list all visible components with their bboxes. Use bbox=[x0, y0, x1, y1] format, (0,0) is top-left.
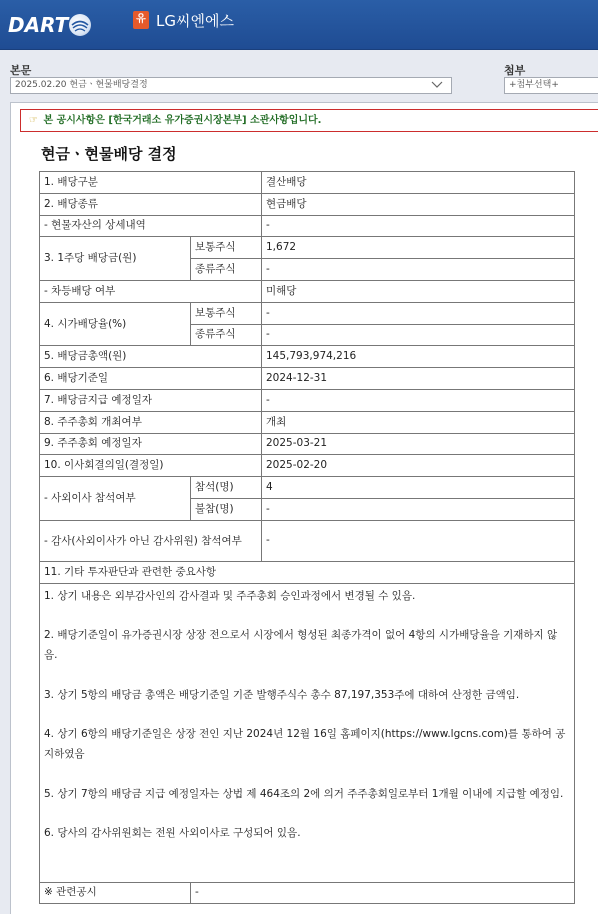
table-row bbox=[40, 389, 575, 411]
row-value: - bbox=[262, 520, 575, 561]
row-label: 3. 1주당 배당금(원) bbox=[40, 237, 191, 281]
main-document-select[interactable] bbox=[10, 77, 452, 94]
table-row bbox=[40, 520, 575, 561]
table-row bbox=[40, 237, 575, 259]
corp-name: LG씨엔에스 bbox=[156, 12, 234, 30]
table-row bbox=[40, 561, 575, 583]
row-sublabel: 보통주식 bbox=[191, 237, 262, 259]
row-value: - bbox=[262, 498, 575, 520]
main-select-value: 2025.02.20 현금ㆍ현물배당결정 bbox=[15, 80, 148, 90]
row-value: - bbox=[262, 324, 575, 346]
note-item: 3. 상기 5항의 배당금 총액은 배당기준일 기준 발행주식수 총수 87,197,353주에 대하여 산정한 금액임. bbox=[44, 688, 520, 701]
table-row bbox=[40, 433, 575, 455]
row-label: 5. 배당금총액(원) bbox=[40, 346, 262, 368]
jurisdiction-notice bbox=[20, 109, 598, 132]
table-row bbox=[40, 368, 575, 390]
logo-text: DART bbox=[8, 13, 69, 37]
row-value: 2024-12-31 bbox=[262, 368, 575, 390]
note-item: 1. 상기 내용은 외부감사인의 감사결과 및 주주총회 승인과정에서 변경될 수 있음. bbox=[44, 589, 416, 602]
document-title: 현금ㆍ현물배당 결정 bbox=[41, 145, 177, 163]
attach-select-value: +첨부선택+ bbox=[509, 80, 559, 90]
row-value: - bbox=[262, 389, 575, 411]
table-row bbox=[40, 455, 575, 477]
row-sublabel: 종류주식 bbox=[191, 259, 262, 281]
row-label: - 사외이사 참석여부 bbox=[40, 477, 191, 521]
pointing-hand-icon: ☞ bbox=[29, 115, 38, 126]
row-value: - bbox=[262, 259, 575, 281]
row-label: 2. 배당종류 bbox=[40, 193, 262, 215]
chevron-down-icon bbox=[431, 80, 443, 90]
table-row bbox=[40, 583, 575, 882]
row-sublabel: 참석(명) bbox=[191, 477, 262, 499]
row-label: 1. 배당구분 bbox=[40, 172, 262, 194]
row-label: 11. 기타 투자판단과 관련한 중요사항 bbox=[40, 561, 575, 583]
important-notes bbox=[40, 583, 575, 882]
row-value: 미해당 bbox=[262, 280, 575, 302]
note-item: 4. 상기 6항의 배당기준일은 상장 전인 지난 2024년 12월 16일 홈페이지(https://www.lgcns.com)를 통하여 공지하였음 bbox=[44, 728, 566, 760]
table-row bbox=[40, 302, 575, 324]
row-value: 현금배당 bbox=[262, 193, 575, 215]
row-label: 9. 주주총회 예정일자 bbox=[40, 433, 262, 455]
row-label: - 감사(사외이사가 아닌 감사위원) 참석여부 bbox=[40, 520, 262, 561]
row-value: 개최 bbox=[262, 411, 575, 433]
table-row bbox=[40, 346, 575, 368]
row-label: - 현물자산의 상세내역 bbox=[40, 215, 262, 237]
document-viewer bbox=[10, 102, 598, 914]
table-row bbox=[40, 215, 575, 237]
table-row bbox=[40, 882, 575, 904]
table-row bbox=[40, 280, 575, 302]
row-label: ※ 관련공시 bbox=[40, 882, 191, 904]
attach-label: 첨부 bbox=[504, 64, 526, 77]
table-row bbox=[40, 193, 575, 215]
row-value: - bbox=[262, 215, 575, 237]
row-label: - 차등배당 여부 bbox=[40, 280, 262, 302]
row-sublabel: 보통주식 bbox=[191, 302, 262, 324]
note-item: 6. 당사의 감사위원회는 전원 사외이사로 구성되어 있음. bbox=[44, 827, 301, 840]
note-item: 5. 상기 7항의 배당금 지급 예정일자는 상법 제 464조의 2에 의거 주주총회일로부터 1개월 이내에 지급할 예정임. bbox=[44, 787, 564, 800]
notice-text: 본 공시사항은 [한국거래소 유가증권시장본부] 소관사항입니다. bbox=[43, 115, 322, 126]
row-label: 8. 주주총회 개최여부 bbox=[40, 411, 262, 433]
dividend-table bbox=[39, 171, 575, 904]
row-value: 4 bbox=[262, 477, 575, 499]
note-item: 2. 배당기준일이 유가증권시장 상장 전으로서 시장에서 형성된 최종가격이 없어 4항의 시가배당율을 기재하지 않음. bbox=[44, 629, 558, 661]
row-sublabel: 불참(명) bbox=[191, 498, 262, 520]
row-value: 1,672 bbox=[262, 237, 575, 259]
row-value: 2025-02-20 bbox=[262, 455, 575, 477]
table-row bbox=[40, 477, 575, 499]
row-label: 4. 시가배당율(%) bbox=[40, 302, 191, 346]
top-header bbox=[0, 0, 598, 50]
globe-icon bbox=[69, 14, 91, 36]
main-label: 본문 bbox=[10, 64, 32, 77]
table-row bbox=[40, 411, 575, 433]
attach-select[interactable] bbox=[504, 77, 598, 94]
row-value: - bbox=[262, 302, 575, 324]
row-sublabel: 종류주식 bbox=[191, 324, 262, 346]
dart-logo[interactable] bbox=[8, 11, 91, 39]
row-label: 6. 배당기준일 bbox=[40, 368, 262, 390]
table-row bbox=[40, 172, 575, 194]
row-value: - bbox=[191, 882, 575, 904]
row-label: 10. 이사회결의일(결정일) bbox=[40, 455, 262, 477]
row-value: 결산배당 bbox=[262, 172, 575, 194]
row-label: 7. 배당금지급 예정일자 bbox=[40, 389, 262, 411]
row-value: 145,793,974,216 bbox=[262, 346, 575, 368]
row-value: 2025-03-21 bbox=[262, 433, 575, 455]
corp-market-icon: 유 bbox=[133, 11, 149, 29]
